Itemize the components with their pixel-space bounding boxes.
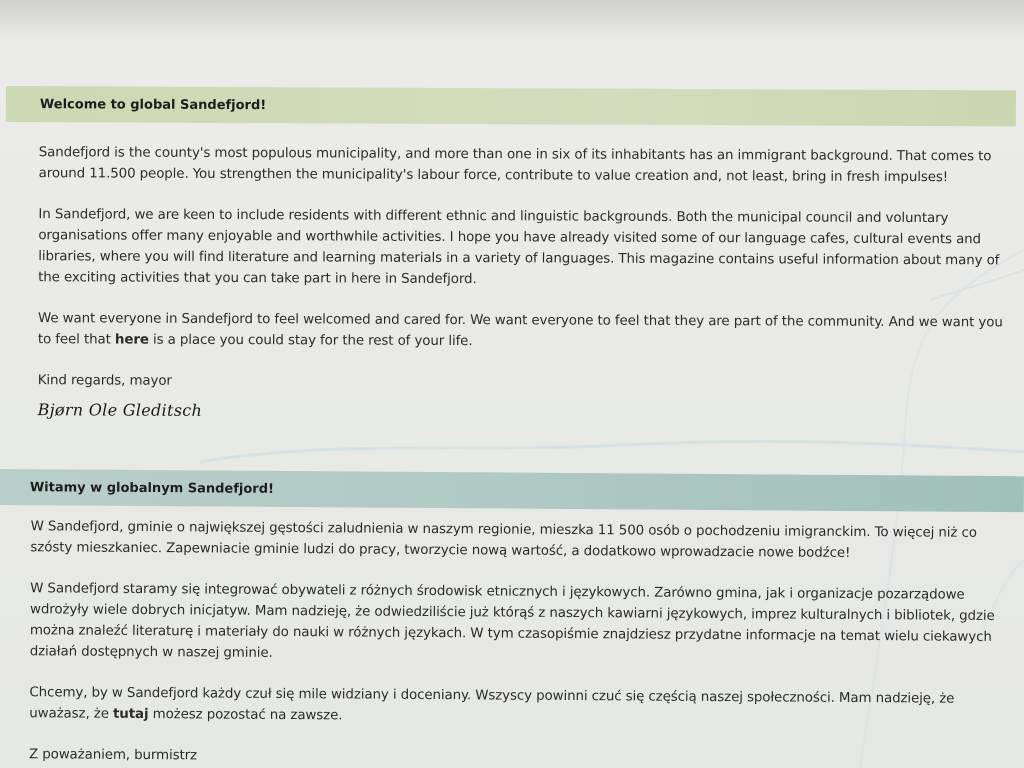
english-paragraph-1: Sandefjord is the county's most populous municipality, and more than one in six of its inhabitants has an immigrant background. That comes to around 11.500 people. You strengthen the municipality's labour force, contribute to value creation and, not least, bring in fresh impulses!	[38, 145, 992, 186]
polish-section	[0, 469, 1024, 768]
english-emphasis: here	[114, 332, 149, 348]
polish-emphasis: tutaj	[112, 706, 149, 723]
english-paragraph-3: We want everyone in Sandefjord to feel welcomed and cared for. We want everyone to feel that they are part of the community. And we want you to feel that here is a place you could stay for the rest of your life.	[37, 311, 1003, 350]
polish-paragraph-3: Chcemy, by w Sandefjord każdy czuł się mile widziany i doceniany. Wszyscy powinni czuć się częścią naszej społeczności. Mam nadzieję, że uważasz, że tutaj możesz pozostać na zawsze.	[29, 685, 955, 724]
polish-heading-banner	[0, 469, 1024, 512]
english-closing: Kind regards, mayor	[37, 373, 172, 389]
page-shadow	[0, 0, 1024, 40]
polish-closing: Z poważaniem, burmistrz	[28, 747, 198, 764]
polish-body	[0, 516, 1024, 768]
mayor-signature: Bjørn Ole Gleditsch	[37, 400, 203, 420]
english-paragraph-2: In Sandefjord, we are keen to include residents with different ethnic and linguistic backgrounds. Both the municipal council and voluntary organisations offer many enjoyable and worthwhile activities. I hope you have already visited some of our language cafes, cultural events and libraries, where you will find literature and learning materials in a variety of languages. This magazine contains useful information about many of the exciting activities that you can take part in here in Sandefjord.	[38, 207, 1000, 288]
polish-paragraph-2: W Sandefjord staramy się integrować obywateli z różnych środowisk etnicznych i językowych. Zarówno gmina, jak i organizacje pozarządowe wdrożyły wiele dobrych inicjatyw. Mam nadzieję, że odwiedziliście już którąś z naszych kawiarni językowych, imprez kulturalnych i bibliotek, gdzie można znaleźć literaturę i materiały do nauki w różnych językach. W tym czasopiśmie znajdziesz przydatne informacje na temat wielu ciekawych działań dostępnych w naszej gminie.	[29, 581, 995, 661]
polish-heading: Witamy w globalnym Sandefjord!	[29, 479, 275, 497]
english-body	[0, 142, 1024, 423]
polish-paragraph-1: W Sandefjord, gminie o największej gęstości zaludnienia w naszym regionie, mieszka 11 500 osób o pochodzeniu imigranckim. To więcej niż co szósty mieszkaniec. Zapewniacie gminie ludzi do pracy, tworzycie nową wartość, a dodatkowo wprowadzacie nowe bodźce!	[30, 519, 977, 561]
english-section	[0, 86, 1024, 423]
english-heading: Welcome to global Sandefjord!	[39, 96, 267, 113]
english-heading-banner	[6, 86, 1016, 126]
